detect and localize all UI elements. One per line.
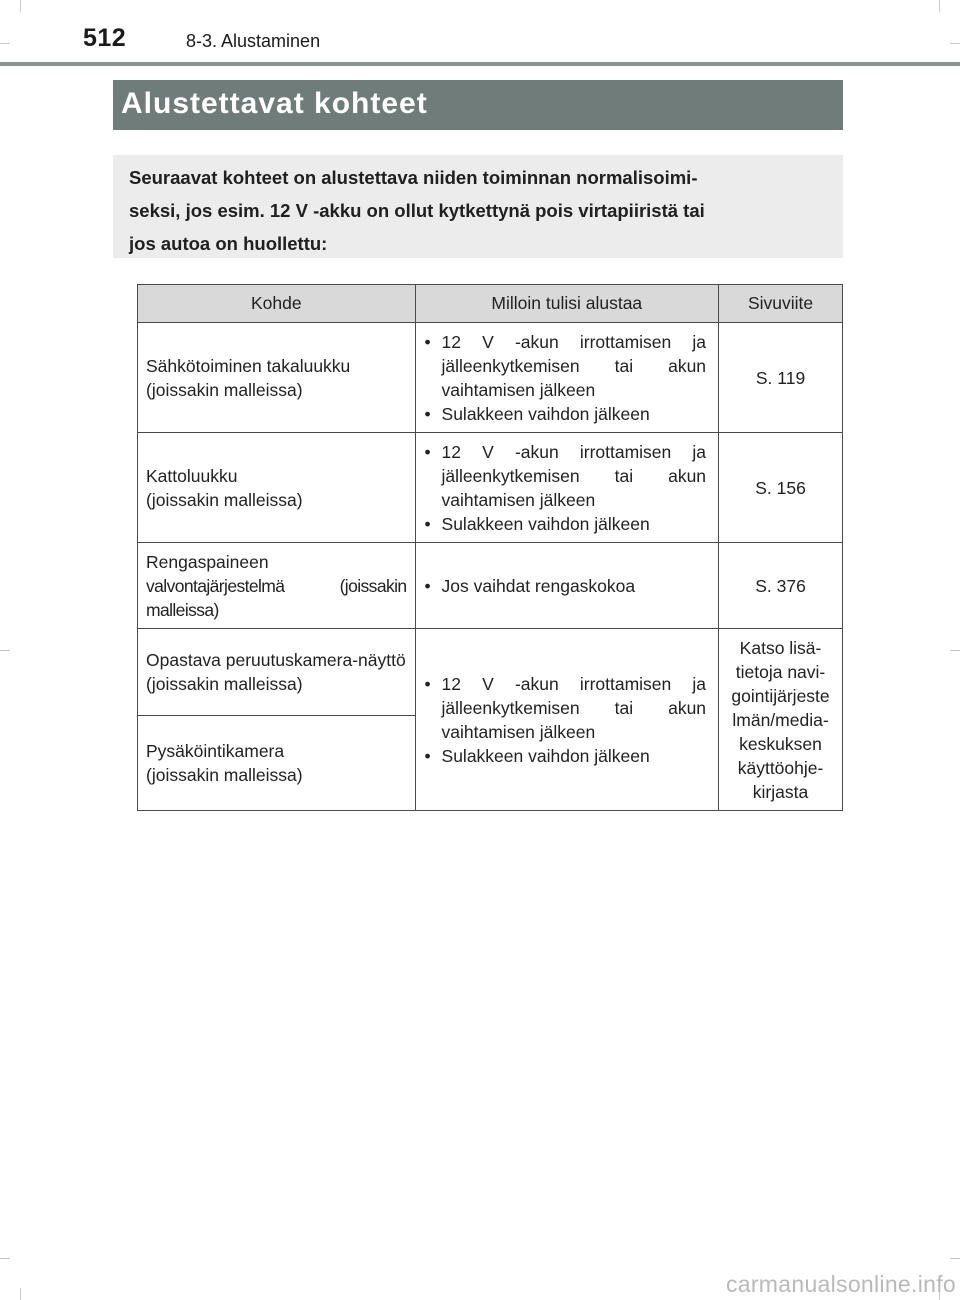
crop-mark [950, 650, 960, 651]
item-note: valvontajärjestelmä (joissakin malleissa) [146, 575, 407, 620]
intro-line: jos autoa on huollettu: [129, 233, 328, 254]
intro-line: seksi, jos esim. 12 V -akku on ollut kytkettynä pois virtapiiristä tai [129, 200, 705, 221]
crop-mark [0, 650, 10, 651]
when-cell [415, 629, 719, 811]
page-ref-cell: S. 156 [719, 433, 843, 543]
when-cell [415, 433, 719, 543]
when-cell [415, 323, 719, 433]
item-note: (joissakin malleissa) [146, 379, 303, 400]
header-page-ref: Sivuviite [719, 285, 843, 323]
page-ref-line: kirjasta [752, 781, 809, 802]
condition-item: • Sulakkeen vaihdon jälkeen [422, 512, 707, 536]
item-name: Opastava peruutuskamera-näyttö [146, 650, 406, 670]
page-ref-cell: S. 119 [719, 323, 843, 433]
crop-mark [20, 0, 21, 12]
header-item: Kohde [138, 285, 416, 323]
section-title-bar [113, 80, 843, 130]
page-number: 512 [83, 24, 127, 52]
page-ref-line: tietoja navi- [735, 661, 826, 682]
crop-mark [939, 0, 940, 12]
chapter-heading: 8-3. Alustaminen [186, 31, 321, 51]
condition-item: • Sulakkeen vaihdon jälkeen [422, 402, 707, 426]
item-name: Pysäköintikamera [146, 741, 285, 761]
crop-mark [0, 1258, 10, 1259]
item-name: Rengaspaineen [146, 551, 269, 572]
intro-line: Seuraavat kohteet on alustettava niiden toiminnan normalisoimi- [129, 167, 698, 188]
page-ref-line: gointijärjeste [731, 685, 830, 706]
item-cell [138, 433, 416, 543]
table-header-row [138, 285, 843, 323]
condition-item: • 12 V -akun irrottamisen ja jälleenkytkemisen tai akun vaihtamisen jälkeen [422, 672, 707, 744]
item-cell [138, 323, 416, 433]
page-ref-cell [719, 629, 843, 811]
page-ref-line: käyttöohje- [737, 757, 824, 778]
item-cell [138, 543, 416, 629]
condition-item: • Jos vaihdat rengaskokoa [422, 574, 707, 598]
crop-mark [20, 1288, 21, 1300]
item-name: Sähkötoiminen takaluukku [146, 355, 351, 376]
page-ref-cell: S. 376 [719, 543, 843, 629]
condition-item: • Sulakkeen vaihdon jälkeen [422, 744, 707, 768]
table-row [138, 629, 843, 716]
watermark: carmanualsonline.info [725, 1271, 956, 1297]
intro-text [129, 161, 829, 260]
table-row [138, 433, 843, 543]
table-row [138, 543, 843, 629]
condition-item: • 12 V -akun irrottamisen ja jälleenkytkemisen tai akun vaihtamisen jälkeen [422, 440, 707, 512]
item-name: Kattoluukku [146, 465, 238, 486]
item-note: (joissakin malleissa) [146, 765, 303, 785]
item-note: (joissakin malleissa) [146, 674, 303, 694]
section-title: Alustettavat kohteet [121, 87, 428, 120]
header-when: Milloin tulisi alustaa [415, 285, 719, 323]
crop-mark [950, 1258, 960, 1259]
header-rule [0, 62, 960, 66]
crop-mark [950, 43, 960, 44]
condition-item: • 12 V -akun irrottamisen ja jälleenkytkemisen tai akun vaihtamisen jälkeen [422, 330, 707, 402]
table-row [138, 323, 843, 433]
page-ref-line: keskuksen [739, 733, 822, 754]
page-ref-line: Katso lisä- [739, 637, 822, 658]
when-cell [415, 543, 719, 629]
intro-box [113, 155, 843, 258]
page-ref-line: lmän/media- [732, 709, 829, 730]
item-note: (joissakin malleissa) [146, 489, 303, 510]
item-cell [138, 716, 416, 811]
reset-items-table [137, 284, 843, 811]
crop-mark [0, 43, 10, 44]
item-cell [138, 629, 416, 716]
